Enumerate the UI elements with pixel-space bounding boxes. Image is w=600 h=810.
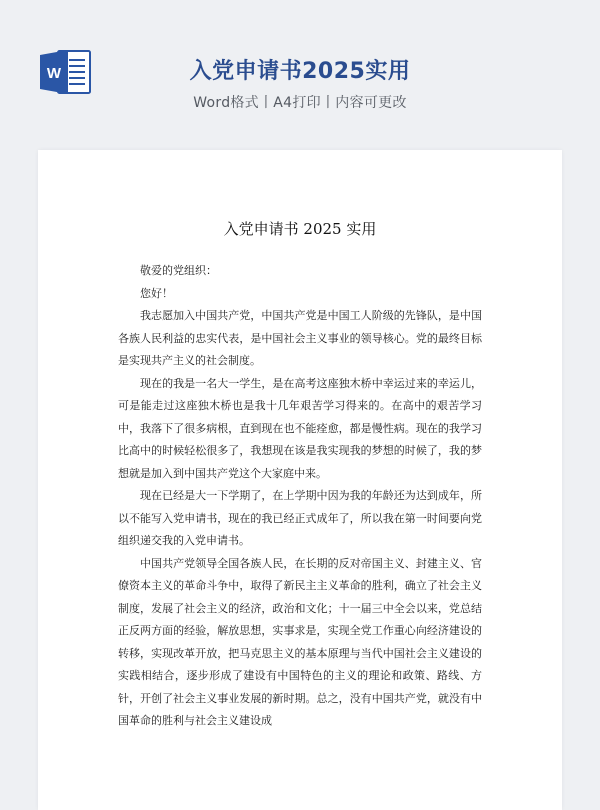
page-heading: 入党申请书 2025 实用 (223, 220, 377, 238)
paragraph: 中国共产党领导全国各族人民，在长期的反对帝国主义、封建主义、官僚资本主义的革命斗争中，取得了新民主主义革命的胜利，确立了社会主义制度，发展了社会主义的经济，政治和文化；十一届三中全会以来，党总结正反两方面的经验，解放思想，实事求是，实现全党工作重心向经济建设的转移，实现改革开放，把马克思主义的基本原理与当代中国社会主义建设的实践相结合，逐步形成了建设有中国特色的主义的理论和政策、路线、方针，开创了社会主义事业发展的新时期。总之，没有中国共产党，就没有中国革命的胜利与社会主义建设成 (118, 556, 482, 727)
greeting: 敬爱的党组织： (140, 264, 217, 277)
document-subtitle: Word格式丨A4打印丨内容可更改 (193, 95, 407, 111)
document-page (38, 150, 562, 810)
svg-text:W: W (46, 65, 62, 82)
paragraph: 我志愿加入中国共产党，中国共产党是中国工人阶级的先锋队，是中国各族人民利益的忠实代表，是中国社会主义事业的领导核心。党的最终目标是实现共产主义的社会制度。 (118, 309, 482, 367)
paragraph: 现在的我是一名大一学生，是在高考这座独木桥中幸运过来的幸运儿，可是能走过这座独木桥也是我十几年艰苦学习得来的。在高中的艰苦学习中，我落下了很多病根，直到现在也不能痊愈，都是慢性病。现在的我学习比高中的时候轻松很多了，我想现在该是我实现我的梦想的时候了，我的梦想就是加入到中国共产党这个大家庭中来。 (118, 376, 482, 480)
document-title: 入党申请书2025实用 (189, 59, 411, 84)
document-body (118, 260, 482, 733)
paragraph: 现在已经是大一下学期了，在上学期中因为我的年龄还为达到成年，所以不能写入党申请书，现在的我已经正式成年了，所以我在第一时间要向党组织递交我的入党申请书。 (118, 489, 482, 547)
header (0, 0, 600, 150)
hello: 您好！ (140, 286, 173, 300)
